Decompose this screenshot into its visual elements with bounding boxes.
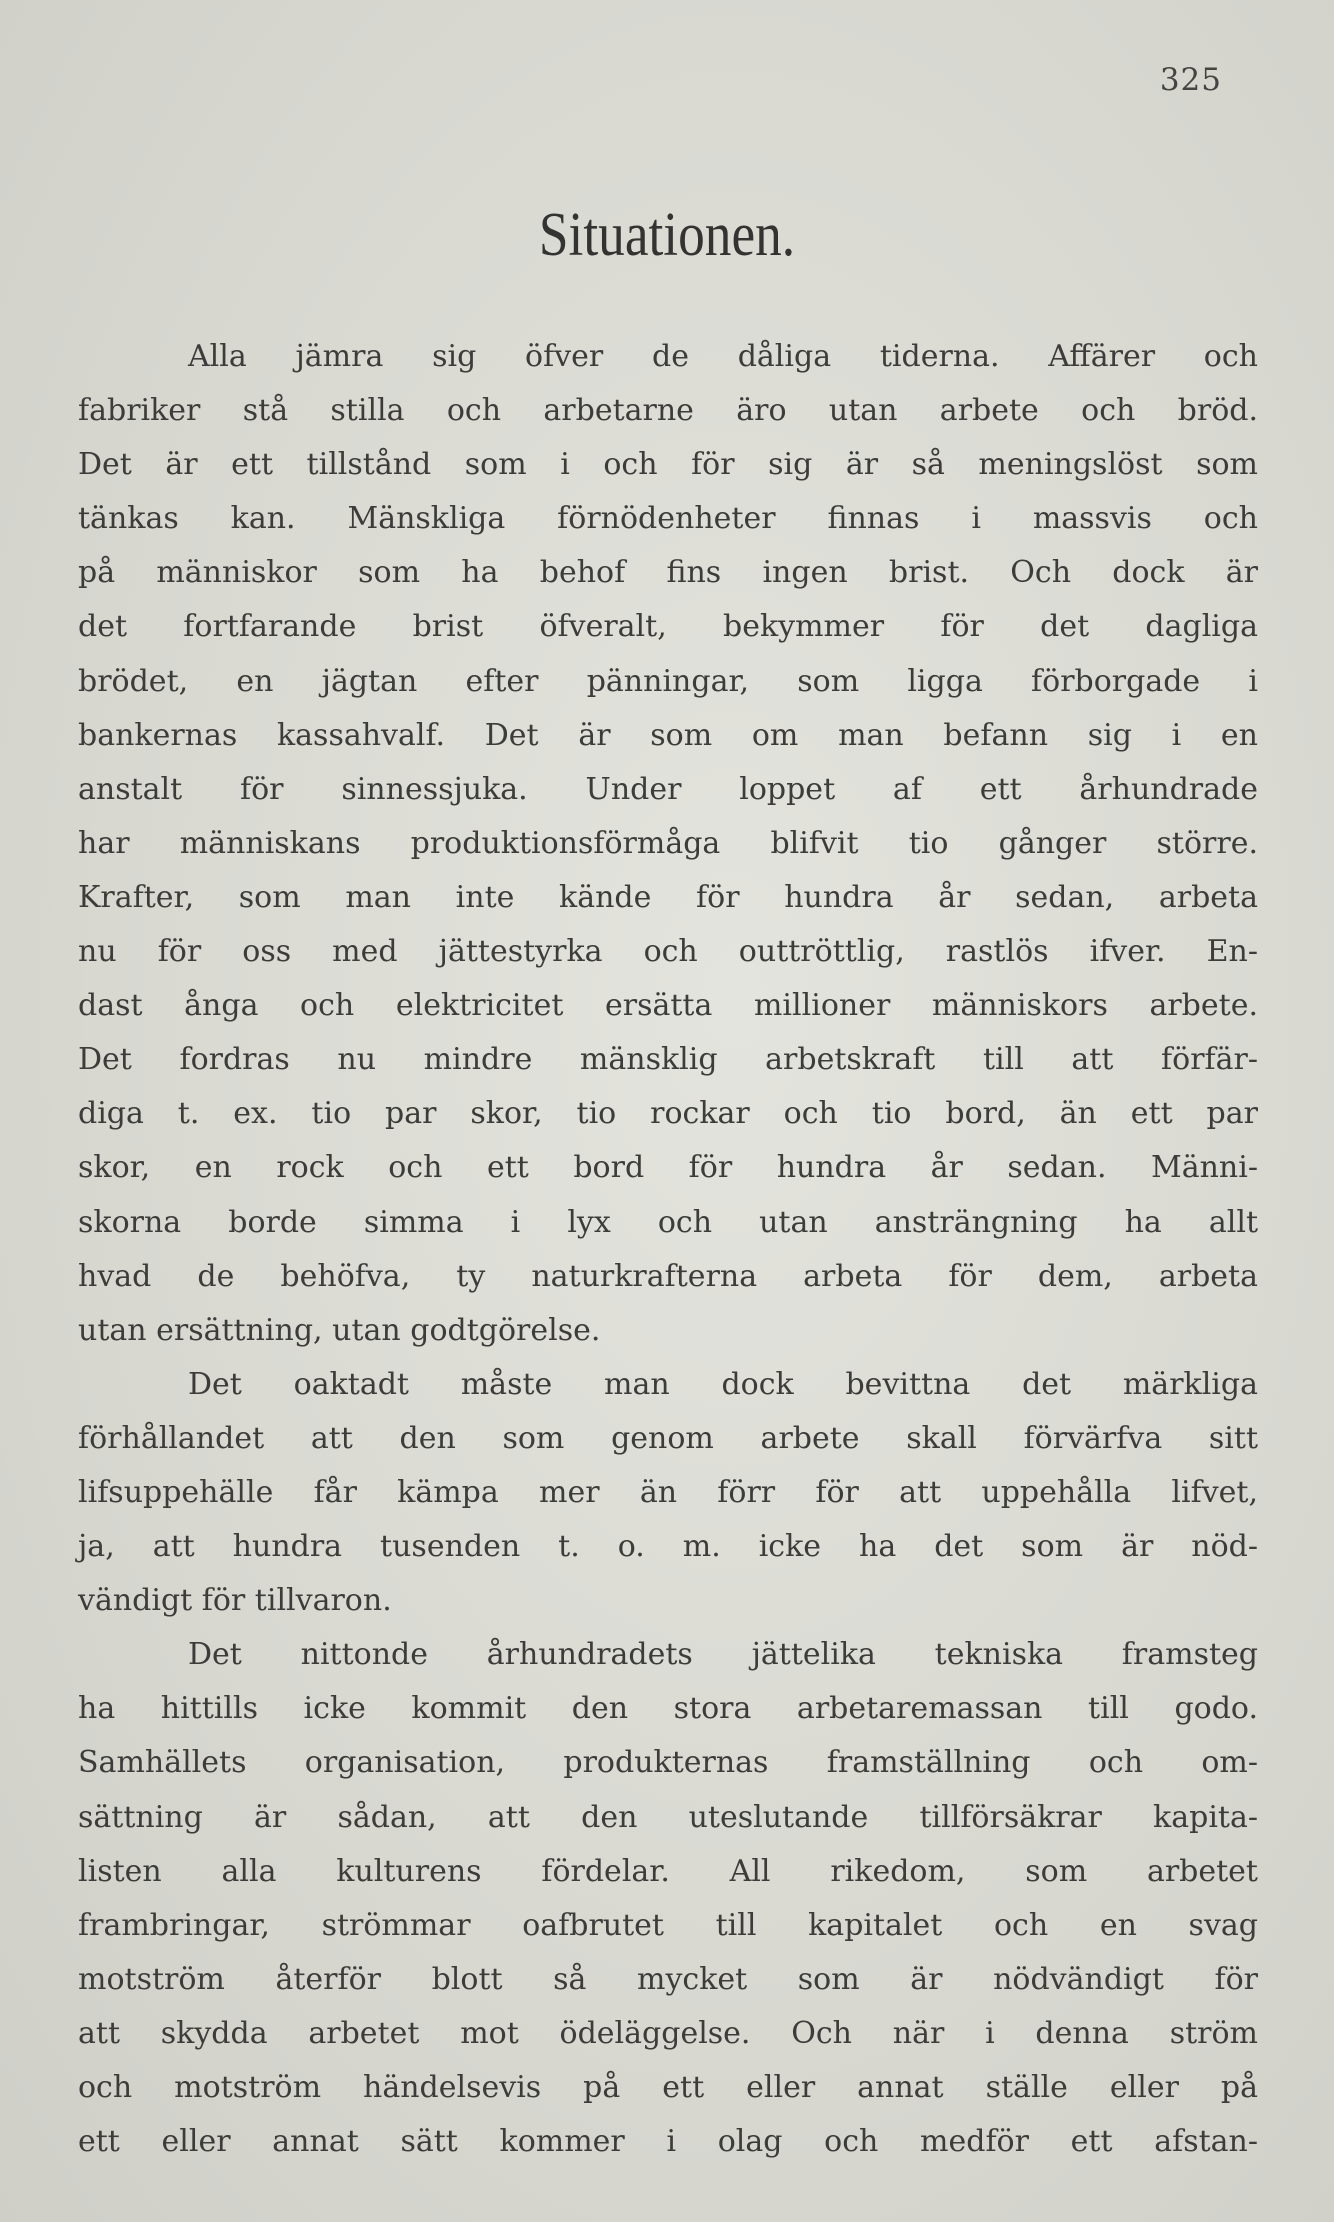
text-line: lifsuppehälle får kämpa mer än förr för att uppehålla lifvet,: [78, 1474, 1258, 1510]
text-line: hvad de behöfva, ty naturkrafterna arbeta för dem, arbeta: [78, 1258, 1258, 1294]
text-line: vändigt för tillvaron.: [78, 1583, 392, 1619]
text-line: bankernas kassahvalf. Det är som om man befann sig i en: [78, 717, 1258, 753]
text-line: sättning är sådan, att den uteslutande tillförsäkrar kapita-: [78, 1799, 1258, 1835]
text-line: ja, att hundra tusenden t. o. m. icke ha det som är nöd-: [78, 1529, 1258, 1565]
text-line: på människor som ha behof fins ingen brist. Och dock är: [78, 555, 1258, 591]
text-line: diga t. ex. tio par skor, tio rockar och tio bord, än ett par: [78, 1096, 1258, 1132]
text-line: Samhällets organisation, produkternas framställning och om-: [78, 1745, 1258, 1781]
text-line: Alla jämra sig öfver de dåliga tiderna. Affärer och: [188, 339, 1258, 374]
text-line: tänkas kan. Mänskliga förnödenheter finnas i massvis och: [78, 501, 1258, 537]
text-line: ha hittills icke kommit den stora arbetaremassan till godo.: [78, 1691, 1258, 1727]
text-line: motström återför blott så mycket som är nödvändigt för: [78, 1961, 1258, 1997]
text-line: förhållandet att den som genom arbete skall förvärfva sitt: [78, 1420, 1258, 1456]
text-line: det fortfarande brist öfveralt, bekymmer för det dagliga: [78, 609, 1258, 645]
text-line: Det fordras nu mindre mänsklig arbetskraft till att förfär-: [78, 1042, 1258, 1078]
text-line: Det oaktadt måste man dock bevittna det märkliga: [188, 1366, 1258, 1402]
text-line: Det är ett tillstånd som i och för sig är så meningslöst som: [78, 447, 1258, 483]
text-line: Det nittonde århundradets jättelika tekniska framsteg: [188, 1637, 1258, 1673]
text-line: dast ånga och elektricitet ersätta millioner människors arbete.: [78, 988, 1258, 1024]
text-line: skor, en rock och ett bord för hundra år sedan. Männi-: [78, 1150, 1258, 1186]
text-line: nu för oss med jättestyrka och outtröttlig, rastlös ifver. En-: [78, 934, 1258, 970]
page-number: 325: [1159, 62, 1222, 98]
text-line: utan ersättning, utan godtgörelse.: [78, 1312, 601, 1348]
text-line: har människans produktionsförmåga blifvit tio gånger större.: [78, 825, 1258, 861]
text-line: frambringar, strömmar oafbrutet till kapitalet och en svag: [78, 1907, 1258, 1943]
text-line: anstalt för sinnessjuka. Under loppet af ett århundrade: [78, 771, 1258, 807]
text-line: skorna borde simma i lyx och utan ansträngning ha allt: [78, 1204, 1258, 1240]
text-line: listen alla kulturens fördelar. All rikedom, som arbetet: [78, 1853, 1258, 1889]
chapter-title: Situationen.: [538, 201, 796, 269]
text-line: ett eller annat sätt kommer i olag och medför ett afstan-: [78, 2124, 1258, 2160]
text-line: att skydda arbetet mot ödeläggelse. Och när i denna ström: [78, 2015, 1258, 2051]
text-line: och motström händelsevis på ett eller annat ställe eller på: [78, 2070, 1258, 2105]
text-line: brödet, en jägtan efter pänningar, som ligga förborgade i: [78, 663, 1258, 699]
text-line: fabriker stå stilla och arbetarne äro utan arbete och bröd.: [78, 393, 1258, 429]
text-line: Krafter, som man inte kände för hundra år sedan, arbeta: [78, 879, 1258, 915]
body-text: [78, 330, 1258, 2169]
